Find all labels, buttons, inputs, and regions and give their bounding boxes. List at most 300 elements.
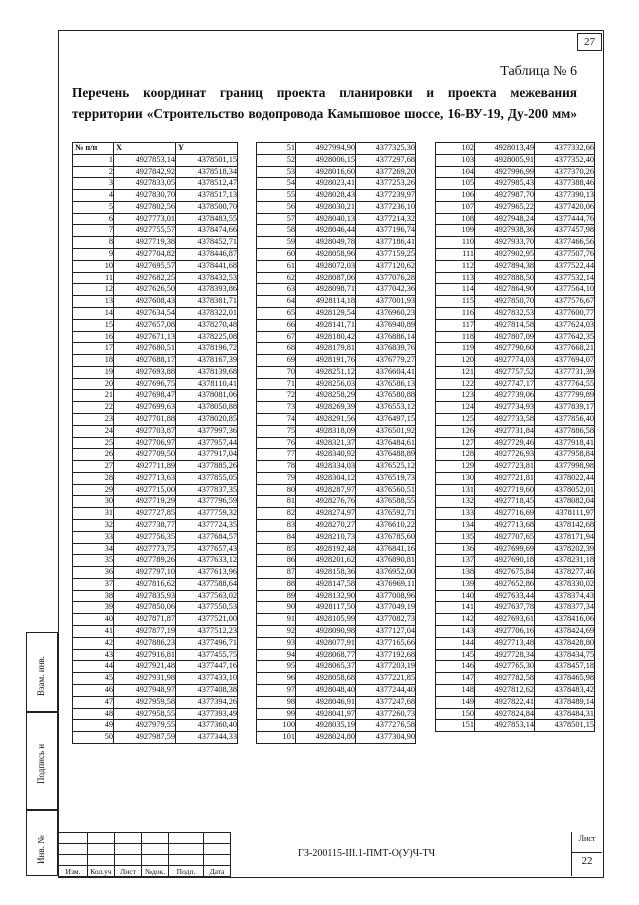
cell-n: 15	[73, 319, 114, 331]
table-row	[73, 366, 238, 378]
cell-x: 4928068,77	[296, 649, 356, 661]
cell-x: 4927931,98	[114, 673, 176, 685]
cell-y: 4376560,51	[356, 484, 416, 496]
cell-x: 4927719,29	[114, 496, 176, 508]
cell-n: 102	[436, 143, 475, 155]
cell-x: 4927830,70	[114, 190, 176, 202]
cell-n: 74	[257, 413, 296, 425]
cell-n: 105	[436, 178, 475, 190]
sheet-number: 22	[572, 852, 602, 867]
cell-x: 4928180,42	[296, 331, 356, 343]
cell-n: 44	[73, 661, 114, 673]
table-row	[436, 531, 595, 543]
table-row	[436, 508, 595, 520]
cell-x: 4928024,80	[296, 732, 356, 744]
cell-n: 77	[257, 449, 296, 461]
cell-y: 4377244,40	[356, 684, 416, 696]
cell-x: 4928058,68	[296, 673, 356, 685]
cell-x: 4928117,50	[296, 602, 356, 614]
table-row	[257, 143, 416, 155]
cell-n: 80	[257, 484, 296, 496]
cell-n: 67	[257, 331, 296, 343]
cell-x: 4927853,14	[475, 720, 535, 732]
cell-x: 4928065,37	[296, 661, 356, 673]
table-row	[73, 166, 238, 178]
cell-y: 4378202,39	[535, 543, 595, 555]
cell-x: 4927688,17	[114, 355, 176, 367]
cell-y: 4376940,89	[356, 319, 416, 331]
cell-n: 86	[257, 555, 296, 567]
cell-n: 145	[436, 649, 475, 661]
cell-n: 53	[257, 166, 296, 178]
table-row	[436, 649, 595, 661]
cell-x: 4927756,35	[114, 531, 176, 543]
cell-n: 29	[73, 484, 114, 496]
table-row	[73, 696, 238, 708]
cell-x: 4927707,65	[475, 531, 535, 543]
cell-n: 57	[257, 213, 296, 225]
table-row	[73, 508, 238, 520]
cell-x: 4927850,06	[114, 602, 176, 614]
cell-y: 4378484,31	[535, 708, 595, 720]
cell-x: 4928141,71	[296, 319, 356, 331]
table-row	[436, 543, 595, 555]
cell-x: 4927713,63	[114, 472, 176, 484]
cell-n: 117	[436, 319, 475, 331]
cell-n: 130	[436, 472, 475, 484]
cell-y: 4376785,60	[356, 531, 416, 543]
cell-x: 4928132,90	[296, 590, 356, 602]
table-row	[257, 590, 416, 602]
title-block	[58, 832, 602, 876]
cell-y: 4377563,02	[176, 590, 238, 602]
cell-y: 4378270,48	[176, 319, 238, 331]
table-row	[436, 461, 595, 473]
cell-x: 4928291,56	[296, 413, 356, 425]
table-row	[73, 331, 238, 343]
cell-y: 4376960,23	[356, 307, 416, 319]
cell-y: 4377127,04	[356, 626, 416, 638]
cell-n: 8	[73, 237, 114, 249]
cell-y: 4377304,90	[356, 732, 416, 744]
cell-n: 62	[257, 272, 296, 284]
cell-y: 4377221,85	[356, 673, 416, 685]
table-row	[73, 319, 238, 331]
table-row	[436, 590, 595, 602]
table-row	[257, 296, 416, 308]
cell-y: 4377521,00	[176, 614, 238, 626]
cell-y: 4378512,47	[176, 178, 238, 190]
table-row	[257, 461, 416, 473]
cell-y: 4377408,38	[176, 684, 238, 696]
table-row	[257, 449, 416, 461]
cell-n: 16	[73, 331, 114, 343]
table-row	[257, 413, 416, 425]
cell-x: 4927864,90	[475, 284, 535, 296]
cell-n: 46	[73, 684, 114, 696]
cell-x: 4927715,00	[114, 484, 176, 496]
cell-x: 4927921,48	[114, 661, 176, 673]
cell-n: 68	[257, 343, 296, 355]
table-row	[436, 673, 595, 685]
cell-x: 4927812,62	[475, 684, 535, 696]
cell-y: 4378465,98	[535, 673, 595, 685]
cell-n: 4	[73, 190, 114, 202]
cell-n: 110	[436, 237, 475, 249]
cell-n: 39	[73, 602, 114, 614]
cell-n: 111	[436, 249, 475, 261]
cell-x: 4927802,56	[114, 201, 176, 213]
cell-y: 4377444,76	[535, 213, 595, 225]
cell-x: 4927723,81	[475, 461, 535, 473]
table-row	[436, 484, 595, 496]
cell-x: 4927731,84	[475, 425, 535, 437]
cell-x: 4927728,34	[475, 649, 535, 661]
cell-y: 4378374,43	[535, 590, 595, 602]
table-row	[436, 154, 595, 166]
cell-y: 4377247,68	[356, 696, 416, 708]
cell-y: 4378441,68	[176, 260, 238, 272]
cell-x: 4927835,93	[114, 590, 176, 602]
cell-x: 4927671,13	[114, 331, 176, 343]
cell-x: 4928129,54	[296, 307, 356, 319]
cell-y: 4377394,26	[176, 696, 238, 708]
table-row	[436, 284, 595, 296]
table-number: Таблица № 6	[500, 64, 577, 79]
cell-y: 4377522,44	[535, 260, 595, 272]
cell-y: 4377957,44	[176, 437, 238, 449]
cell-n: 47	[73, 696, 114, 708]
cell-x: 4927948,97	[114, 684, 176, 696]
cell-x: 4928287,97	[296, 484, 356, 496]
cell-x: 4928334,03	[296, 461, 356, 473]
table-row	[73, 296, 238, 308]
table-row	[73, 531, 238, 543]
cell-y: 4378231,18	[535, 555, 595, 567]
cell-x: 4928046,91	[296, 696, 356, 708]
cell-y: 4376497,15	[356, 413, 416, 425]
cell-x: 4927747,17	[475, 378, 535, 390]
cell-n: 7	[73, 225, 114, 237]
table-row	[73, 684, 238, 696]
cell-n: 27	[73, 461, 114, 473]
cell-y: 4377997,36	[176, 425, 238, 437]
cell-y: 4378139,68	[176, 366, 238, 378]
cell-n: 26	[73, 449, 114, 461]
cell-x: 4928256,03	[296, 378, 356, 390]
cell-n: 132	[436, 496, 475, 508]
table-row	[73, 260, 238, 272]
cell-y: 4377332,66	[535, 143, 595, 155]
cell-n: 115	[436, 296, 475, 308]
cell-x: 4927853,14	[114, 154, 176, 166]
cell-y: 4378489,14	[535, 696, 595, 708]
cell-x: 4928192,48	[296, 543, 356, 555]
cell-n: 71	[257, 378, 296, 390]
cell-x: 4927719,38	[114, 237, 176, 249]
table-row	[257, 578, 416, 590]
cell-x: 4927916,81	[114, 649, 176, 661]
cell-x: 4928340,92	[296, 449, 356, 461]
table-row	[73, 249, 238, 261]
cell-n: 140	[436, 590, 475, 602]
table-row	[257, 343, 416, 355]
cell-y: 4376501,92	[356, 425, 416, 437]
cell-y: 4377214,32	[356, 213, 416, 225]
table-row	[436, 319, 595, 331]
cell-n: 141	[436, 602, 475, 614]
table-row	[257, 201, 416, 213]
cell-y: 4377001,93	[356, 296, 416, 308]
cell-n: 120	[436, 355, 475, 367]
cell-n: 89	[257, 590, 296, 602]
cell-y: 4378081,06	[176, 390, 238, 402]
table-row	[73, 602, 238, 614]
cell-y: 4377731,39	[535, 366, 595, 378]
cell-n: 84	[257, 531, 296, 543]
cell-y: 4377159,25	[356, 249, 416, 261]
cell-y: 4377600,77	[535, 307, 595, 319]
table-row	[257, 378, 416, 390]
cell-x: 4927933,70	[475, 237, 535, 249]
cell-x: 4928105,99	[296, 614, 356, 626]
table-row	[257, 437, 416, 449]
cell-x: 4927739,06	[475, 390, 535, 402]
cell-y: 4377276,58	[356, 720, 416, 732]
cell-x: 4927797,10	[114, 567, 176, 579]
table-row	[257, 496, 416, 508]
cell-n: 31	[73, 508, 114, 520]
cell-n: 9	[73, 249, 114, 261]
table-row	[257, 567, 416, 579]
table-row	[436, 355, 595, 367]
cell-n: 118	[436, 331, 475, 343]
table-row	[73, 437, 238, 449]
cell-x: 4928006,15	[296, 154, 356, 166]
cell-x: 4927994,90	[296, 143, 356, 155]
cell-n: 127	[436, 437, 475, 449]
stamp-col-label: Лист	[115, 866, 142, 877]
cell-y: 4377764,55	[535, 378, 595, 390]
cell-y: 4376610,22	[356, 520, 416, 532]
cell-n: 58	[257, 225, 296, 237]
cell-x: 4928077,91	[296, 637, 356, 649]
cell-n: 12	[73, 284, 114, 296]
cell-n: 95	[257, 661, 296, 673]
table-row	[257, 190, 416, 202]
header-y: Y	[176, 143, 238, 155]
table-row	[436, 249, 595, 261]
cell-y: 4378434,75	[535, 649, 595, 661]
cell-y: 4378111,97	[535, 508, 595, 520]
cell-n: 103	[436, 154, 475, 166]
cell-x: 4927703,87	[114, 425, 176, 437]
cell-n: 147	[436, 673, 475, 685]
table-row	[257, 166, 416, 178]
cell-x: 4927608,43	[114, 296, 176, 308]
cell-y: 4377855,05	[176, 472, 238, 484]
cell-x: 4927711,89	[114, 461, 176, 473]
cell-x: 4927637,78	[475, 602, 535, 614]
cell-y: 4378171,94	[535, 531, 595, 543]
table-row	[73, 661, 238, 673]
label-inv-no: Инв. №	[36, 835, 46, 864]
cell-y: 4377008,96	[356, 590, 416, 602]
cell-y: 4378500,70	[176, 201, 238, 213]
cell-n: 144	[436, 637, 475, 649]
table-row	[257, 225, 416, 237]
cell-y: 4377917,04	[176, 449, 238, 461]
cell-n: 73	[257, 402, 296, 414]
cell-n: 87	[257, 567, 296, 579]
cell-n: 83	[257, 520, 296, 532]
cell-n: 69	[257, 355, 296, 367]
cell-x: 4927888,50	[475, 272, 535, 284]
cell-x: 4927842,92	[114, 166, 176, 178]
cell-x: 4927634,54	[114, 307, 176, 319]
cell-y: 4376952,00	[356, 567, 416, 579]
cell-n: 54	[257, 178, 296, 190]
cell-x: 4928270,27	[296, 520, 356, 532]
table-row	[436, 166, 595, 178]
cell-n: 114	[436, 284, 475, 296]
cell-y: 4378483,42	[535, 684, 595, 696]
table-row	[257, 319, 416, 331]
cell-n: 107	[436, 201, 475, 213]
cell-x: 4927877,19	[114, 626, 176, 638]
cell-y: 4378277,46	[535, 567, 595, 579]
cell-x: 4927696,75	[114, 378, 176, 390]
cell-x: 4927996,99	[475, 166, 535, 178]
cell-n: 112	[436, 260, 475, 272]
cell-n: 22	[73, 402, 114, 414]
stamp-col-label: Кол.уч	[88, 866, 115, 877]
title-line-1: Перечень координат границ проекта планировки и проекта межевания	[72, 85, 577, 100]
table-row	[436, 496, 595, 508]
cell-x: 4927719,60	[475, 484, 535, 496]
cell-n: 79	[257, 472, 296, 484]
cell-n: 148	[436, 684, 475, 696]
cell-x: 4927832,53	[475, 307, 535, 319]
cell-y: 4377624,03	[535, 319, 595, 331]
table-row	[436, 684, 595, 696]
table-row	[257, 602, 416, 614]
cell-n: 100	[257, 720, 296, 732]
table-row	[73, 154, 238, 166]
cell-x: 4928090,98	[296, 626, 356, 638]
table-row	[257, 272, 416, 284]
table-row	[436, 343, 595, 355]
table-row	[73, 402, 238, 414]
cell-y: 4377918,41	[535, 437, 595, 449]
cell-y: 4377684,57	[176, 531, 238, 543]
cell-n: 139	[436, 578, 475, 590]
cell-y: 4376779,27	[356, 355, 416, 367]
cell-x: 4928040,13	[296, 213, 356, 225]
cell-x: 4928030,21	[296, 201, 356, 213]
table-row	[73, 425, 238, 437]
cell-x: 4928058,96	[296, 249, 356, 261]
cell-n: 99	[257, 708, 296, 720]
cell-x: 4927698,47	[114, 390, 176, 402]
cell-x: 4928274,97	[296, 508, 356, 520]
cell-n: 72	[257, 390, 296, 402]
cell-n: 81	[257, 496, 296, 508]
table-row	[257, 331, 416, 343]
cell-y: 4377203,19	[356, 661, 416, 673]
cell-x: 4927626,50	[114, 284, 176, 296]
table-row	[257, 307, 416, 319]
cell-y: 4376839,76	[356, 343, 416, 355]
cell-n: 66	[257, 319, 296, 331]
cell-x: 4928098,71	[296, 284, 356, 296]
table-row	[257, 484, 416, 496]
table-row	[73, 378, 238, 390]
cell-n: 3	[73, 178, 114, 190]
table-row	[436, 296, 595, 308]
table-row	[436, 555, 595, 567]
table-row	[436, 190, 595, 202]
table-row	[73, 520, 238, 532]
cell-x: 4927706,16	[475, 626, 535, 638]
cell-y: 4377260,73	[356, 708, 416, 720]
table-row	[73, 225, 238, 237]
cell-y: 4377447,16	[176, 661, 238, 673]
stamp-col-label: Дата	[204, 866, 231, 877]
cell-y: 4376588,55	[356, 496, 416, 508]
table-row	[436, 696, 595, 708]
table-row	[257, 720, 416, 732]
cell-x: 4927699,63	[114, 402, 176, 414]
cell-x: 4927894,38	[475, 260, 535, 272]
table-row	[257, 684, 416, 696]
cell-n: 119	[436, 343, 475, 355]
table-row	[257, 425, 416, 437]
cell-n: 13	[73, 296, 114, 308]
cell-n: 76	[257, 437, 296, 449]
cell-n: 106	[436, 190, 475, 202]
table-row	[436, 331, 595, 343]
cell-y: 4377239,97	[356, 190, 416, 202]
cell-n: 2	[73, 166, 114, 178]
cell-n: 88	[257, 578, 296, 590]
table-row	[257, 732, 416, 744]
cell-y: 4377613,96	[176, 567, 238, 579]
cell-x: 4927680,51	[114, 343, 176, 355]
cell-y: 4376580,88	[356, 390, 416, 402]
cell-x: 4927824,84	[475, 708, 535, 720]
cell-n: 125	[436, 413, 475, 425]
cell-n: 55	[257, 190, 296, 202]
cell-x: 4928023,41	[296, 178, 356, 190]
cell-n: 143	[436, 626, 475, 638]
cell-n: 94	[257, 649, 296, 661]
cell-n: 123	[436, 390, 475, 402]
table-row	[73, 190, 238, 202]
table-row	[73, 284, 238, 296]
cell-x: 4928114,18	[296, 296, 356, 308]
cell-n: 149	[436, 696, 475, 708]
cell-x: 4928072,03	[296, 260, 356, 272]
table-row	[73, 307, 238, 319]
table-row	[436, 425, 595, 437]
cell-y: 4376488,89	[356, 449, 416, 461]
cell-y: 4378381,71	[176, 296, 238, 308]
cell-x: 4928191,76	[296, 355, 356, 367]
table-row	[73, 390, 238, 402]
cell-x: 4927729,46	[475, 437, 535, 449]
cell-x: 4927774,03	[475, 355, 535, 367]
